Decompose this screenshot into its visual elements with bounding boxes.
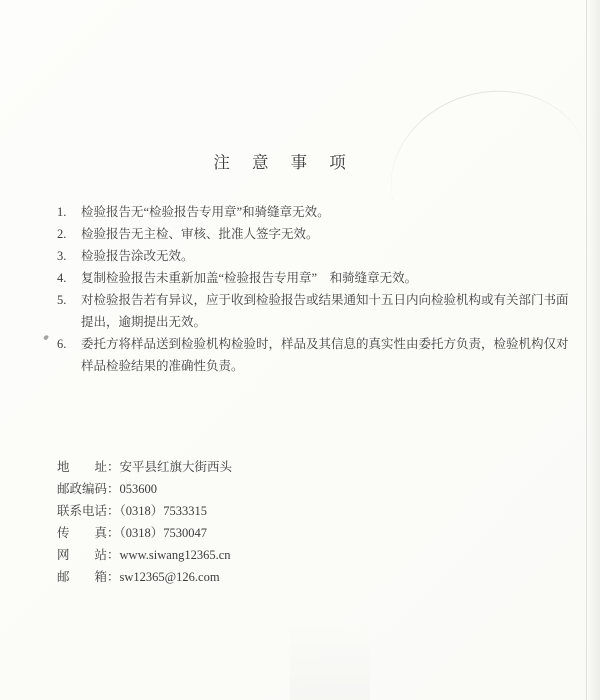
contact-value: www.siwang12365.cn [119, 548, 231, 562]
contact-phone [57, 500, 457, 522]
note-text: 委托方将样品送到检验机构检验时，样品及其信息的真实性由委托方负责，检验机构仅对样品检验结果的准确性负责。 [81, 337, 569, 373]
contact-label: 传 真： [57, 526, 120, 540]
note-number: 3. [57, 249, 67, 263]
contact-postal-code [57, 478, 457, 500]
contact-value: sw12365@126.com [119, 570, 220, 584]
note-item-6 [57, 333, 570, 377]
note-number: 6. [57, 337, 67, 351]
note-text: 检验报告无主检、审核、批准人签字无效。 [81, 227, 319, 241]
contact-address [57, 456, 457, 478]
contact-label: 联系电话： [57, 504, 120, 518]
note-item-1 [57, 201, 570, 223]
note-item-5 [57, 289, 570, 333]
scan-bottom-shading [290, 620, 370, 700]
note-item-3 [57, 245, 570, 267]
note-number: 5. [57, 293, 67, 307]
contact-value: （0318）7530047 [119, 526, 208, 540]
contact-value: 安平县红旗大街西头 [119, 460, 233, 474]
note-text: 对检验报告若有异议，应于收到检验报告或结果通知十五日内向检验机构或有关部门书面提出，逾期提出无效。 [81, 293, 569, 329]
contact-block [57, 456, 457, 588]
note-number: 1. [57, 205, 67, 219]
contact-label: 邮政编码： [57, 482, 120, 496]
contact-label: 邮 箱： [57, 570, 120, 584]
note-number: 4. [57, 271, 67, 285]
note-item-4 [57, 267, 570, 289]
contact-label: 地 址： [57, 460, 120, 474]
scan-speck [43, 334, 49, 340]
contact-value: （0318）7533315 [119, 504, 208, 518]
note-item-2 [57, 223, 570, 245]
note-text: 检验报告无“检验报告专用章”和骑缝章无效。 [81, 205, 330, 219]
notes-list [57, 201, 570, 377]
note-number: 2. [57, 227, 67, 241]
page-title: 注 意 事 项 [213, 153, 355, 172]
contact-email [57, 566, 457, 588]
contact-value: 053600 [119, 482, 158, 496]
note-text: 复制检验报告未重新加盖“检验报告专用章” 和骑缝章无效。 [81, 271, 418, 285]
note-text: 检验报告涂改无效。 [81, 249, 194, 263]
paper-right-edge [586, 0, 600, 700]
contact-label: 网 站： [57, 548, 120, 562]
contact-website [57, 544, 457, 566]
contact-fax [57, 522, 457, 544]
